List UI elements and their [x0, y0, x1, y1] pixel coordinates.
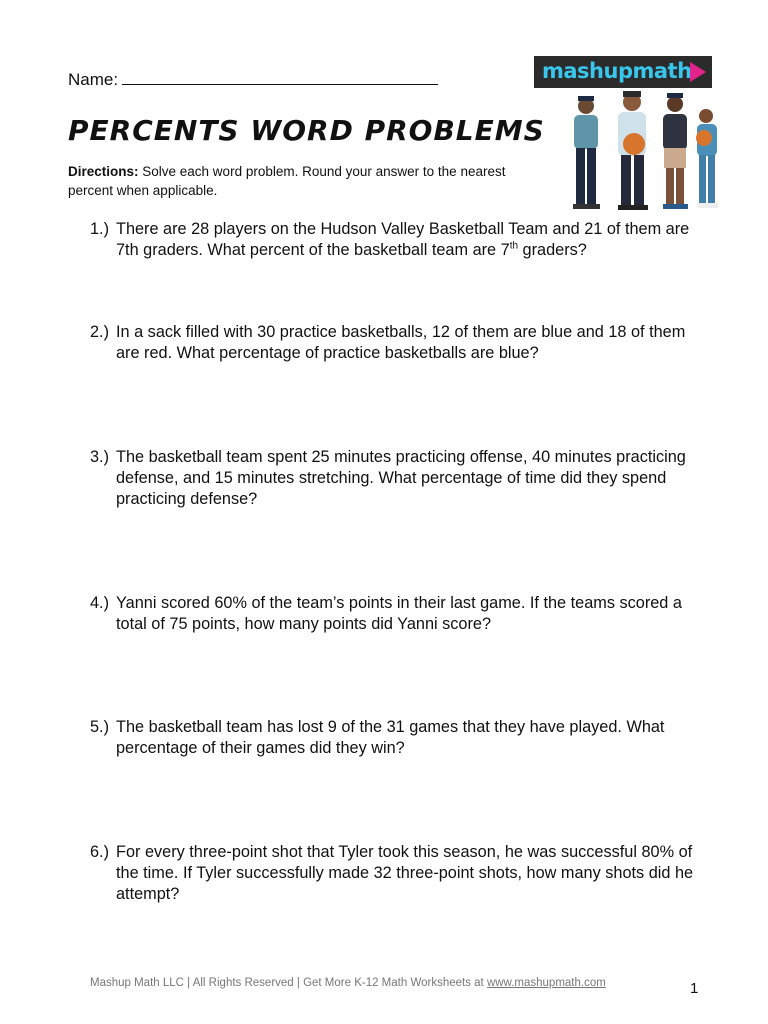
- problem-number: 6.): [90, 843, 110, 861]
- problem-text: Yanni scored 60% of the team’s points in their last game. If the teams scored a total of 75 points, how many points did Yanni score?: [116, 594, 682, 633]
- problem-number: 4.): [90, 594, 110, 612]
- problem-4: [90, 593, 710, 635]
- problem-number: 1.): [90, 220, 110, 238]
- footer-link[interactable]: www.mashupmath.com: [486, 977, 606, 989]
- problem-number: 2.): [90, 323, 110, 341]
- problem-text: For every three-point shot that Tyler took this season, he was successful 80% of the time. If Tyler successfully made 32 three-point shots, how many shots did he attempt?: [116, 843, 694, 903]
- logo-text: mashupmath: [542, 59, 692, 83]
- player-figure: [573, 96, 600, 209]
- problem-text: In a sack filled with 30 practice basketballs, 12 of them are blue and 18 of them are red. What percentage of practice basketballs are blue?: [116, 323, 686, 362]
- page-number: 1: [690, 980, 699, 997]
- problem-2: [90, 322, 710, 364]
- superscript: th: [509, 240, 519, 252]
- footer: [90, 977, 606, 989]
- player-figure: [696, 109, 718, 208]
- problem-1: [90, 219, 710, 261]
- player-figure: [618, 91, 648, 210]
- problem-3: [90, 447, 710, 510]
- name-blank: [122, 70, 438, 85]
- basketball-players-illustration: [560, 88, 720, 218]
- problem-text: The basketball team has lost 9 of the 31 games that they have played. What percentage of their games did they win?: [116, 718, 665, 757]
- problem-6: [90, 842, 710, 905]
- problem-text: There are 28 players on the Hudson Valley Basketball Team and 21 of them are 7th graders. What percent of the basketball team are 7th graders?: [116, 220, 690, 259]
- logo: [534, 56, 712, 88]
- problem-number: 5.): [90, 718, 110, 736]
- problem-text: The basketball team spent 25 minutes practicing offense, 40 minutes practicing defense, and 15 minutes stretching. What percentage of time did they spend practicing defense?: [116, 448, 686, 508]
- directions-label: Directions:: [68, 164, 139, 179]
- play-icon: [690, 62, 706, 82]
- name-label: Name:: [68, 70, 119, 89]
- problem-5: [90, 717, 710, 759]
- directions: [68, 162, 513, 200]
- problem-number: 3.): [90, 448, 110, 466]
- player-figure: [663, 93, 688, 209]
- directions-text: Solve each word problem. Round your answer to the nearest percent when applicable.: [68, 164, 506, 198]
- name-line: [68, 70, 438, 90]
- page-title: PERCENTS WORD PROBLEMS: [68, 114, 545, 147]
- footer-text: Mashup Math LLC | All Rights Reserved | Get More K-12 Math Worksheets at: [90, 977, 487, 989]
